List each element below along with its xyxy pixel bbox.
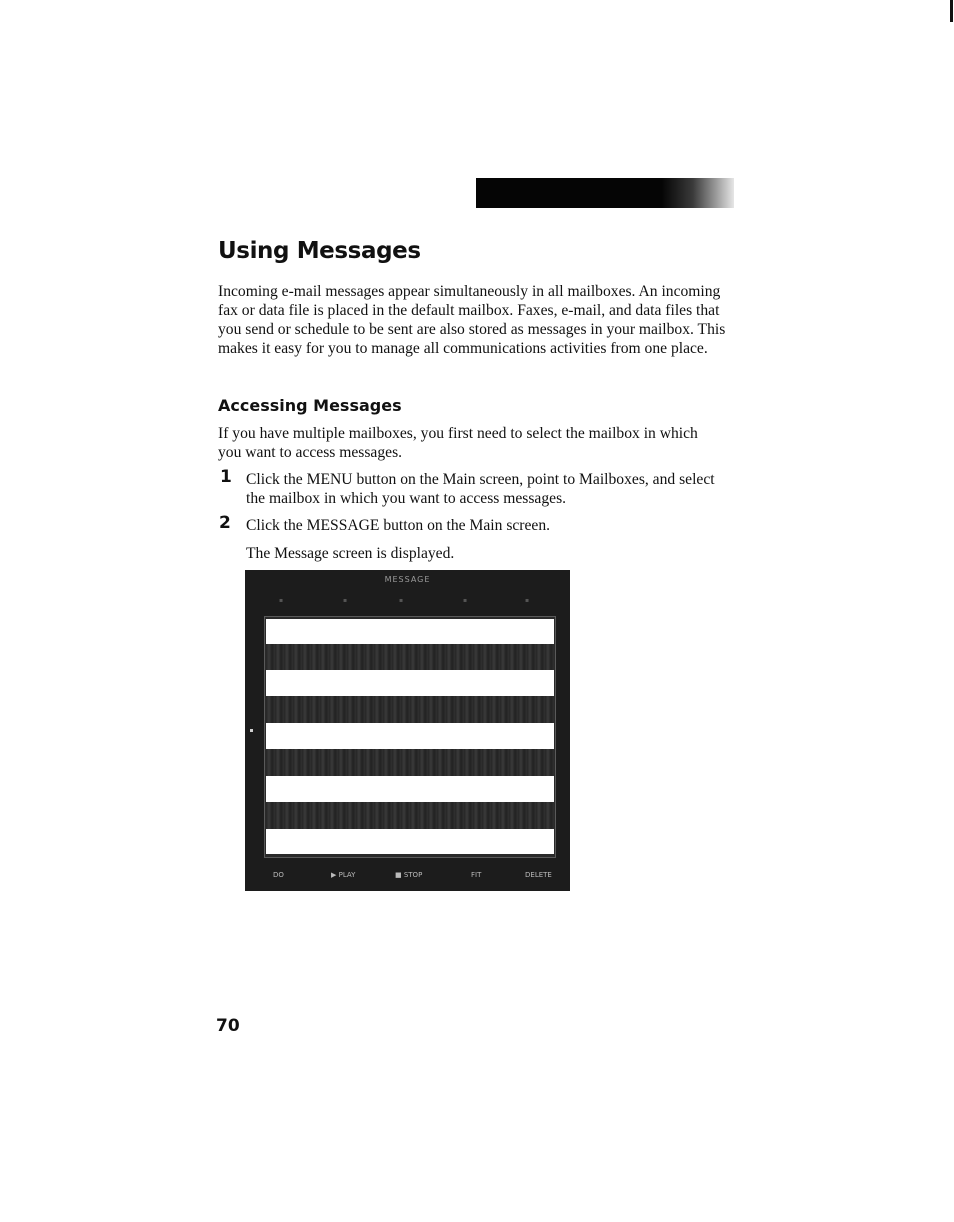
list-item[interactable] <box>266 696 554 723</box>
result-text: The Message screen is displayed. <box>246 545 455 562</box>
column-header-2: ▪ <box>343 597 348 604</box>
subsection-paragraph: If you have multiple mailboxes, you first need to select the mailbox in which you want to access messages. <box>218 425 698 461</box>
list-item[interactable] <box>266 619 554 644</box>
list-item[interactable] <box>266 749 554 776</box>
section-header-bar <box>476 178 734 208</box>
message-screen-title: MESSAGE <box>384 575 431 584</box>
list-item[interactable] <box>266 644 554 670</box>
list-item[interactable] <box>266 723 554 749</box>
message-toolbar <box>245 871 570 885</box>
list-item[interactable] <box>266 829 554 854</box>
do-button[interactable]: DO <box>273 871 284 879</box>
step-1-number: 1 <box>220 467 232 487</box>
step-1-text: Click the MENU button on the Main screen, point to Mailboxes, and select the mailbox in which you want to access messages. <box>246 471 715 507</box>
selection-marker <box>250 729 253 732</box>
column-header-5: ▪ <box>525 597 530 604</box>
page-edge-mark <box>950 0 953 22</box>
message-list[interactable] <box>264 616 556 858</box>
list-item[interactable] <box>266 670 554 696</box>
step-2-text: Click the MESSAGE button on the Main screen. <box>246 517 551 534</box>
section-title: Using Messages <box>218 238 421 264</box>
intro-paragraph: Incoming e-mail messages appear simultaneously in all mailboxes. An incoming fax or data file is placed in the default mailbox. Faxes, e-mail, and data files that you send or schedule to be sent are also stored as messages in your mailbox. This makes it easy for you to manage all communications activities from one place. <box>218 283 726 357</box>
message-screen-figure <box>245 570 570 891</box>
column-header-1: ▪ <box>279 597 284 604</box>
stop-button[interactable]: ■ STOP <box>395 871 423 879</box>
subsection-title: Accessing Messages <box>218 396 402 415</box>
message-column-headers <box>263 597 553 609</box>
list-item[interactable] <box>266 776 554 802</box>
delete-button[interactable]: DELETE <box>525 871 552 879</box>
column-header-4: ▪ <box>463 597 468 604</box>
fit-button[interactable]: FIT <box>471 871 482 879</box>
step-2-number: 2 <box>219 513 231 533</box>
page-number: 70 <box>216 1016 240 1036</box>
list-item[interactable] <box>266 802 554 829</box>
play-button[interactable]: ▶ PLAY <box>331 871 356 879</box>
column-header-3: ▪ <box>399 597 404 604</box>
